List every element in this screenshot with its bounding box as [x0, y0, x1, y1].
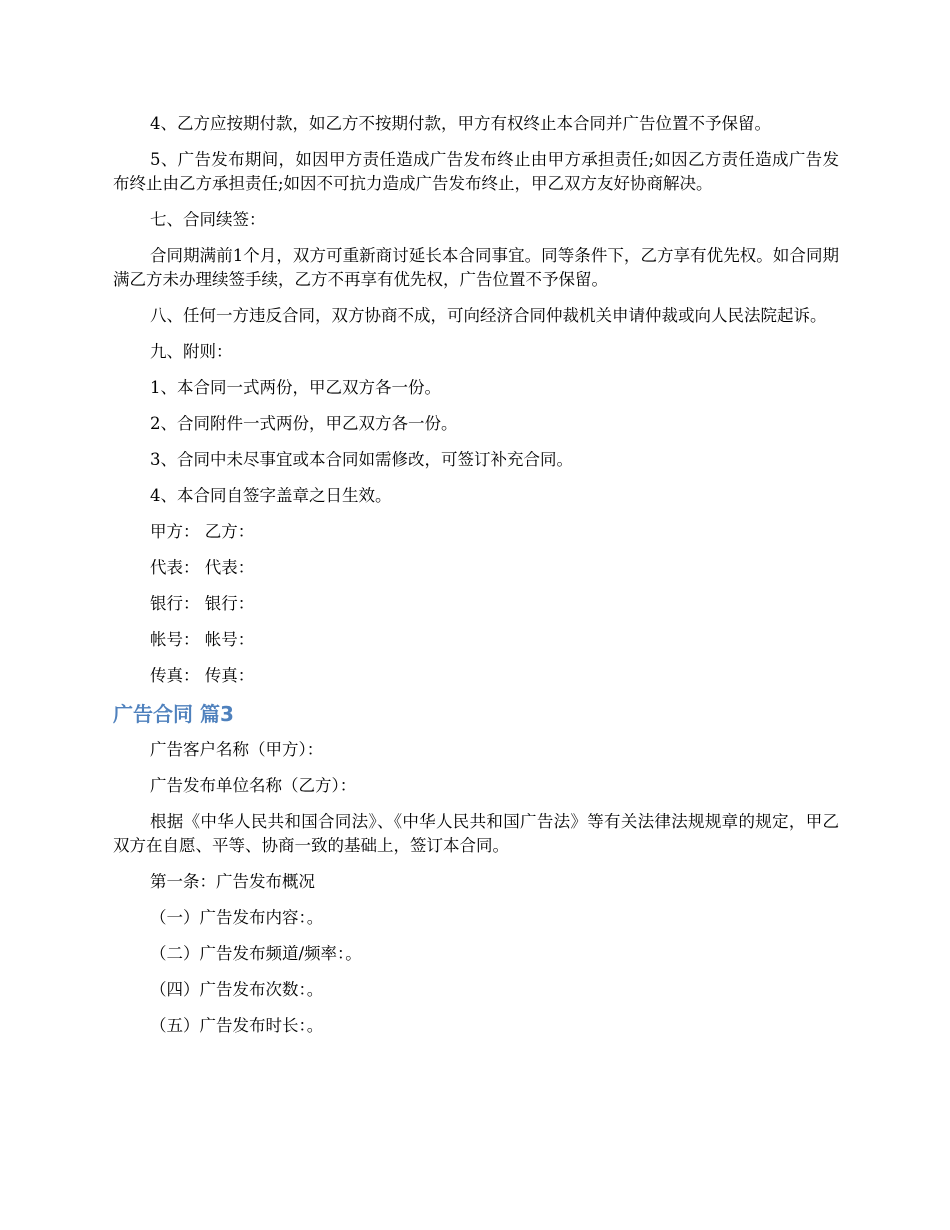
- signature-fax: 传真： 传真：: [150, 666, 255, 685]
- section-heading: 广告合同 篇3: [113, 702, 234, 726]
- article-one-item-2: （二）广告发布频道/频率：。: [150, 944, 362, 963]
- article-one-item-1: （一）广告发布内容：。: [150, 908, 324, 927]
- clause-dispute: 八、任何一方违反合同，双方协商不成，可向经济合同仲裁机关申请仲裁或向人民法院起诉。: [150, 306, 827, 325]
- clause-termination-liability: 5、广告发布期间，如因甲方责任造成广告发布终止由甲方承担责任;如因乙方责任造成广告发布终止由乙方承担责任;如因不可抗力造成广告发布终止，甲乙双方友好协商解决。: [113, 150, 839, 193]
- signature-account: 帐号： 帐号：: [150, 630, 255, 649]
- appendix-item-1: 1、本合同一式两份，甲乙双方各一份。: [150, 378, 441, 397]
- section-appendix-title: 九、附则：: [150, 342, 233, 361]
- publisher-name-line: 广告发布单位名称（乙方）：: [150, 776, 357, 795]
- signature-party: 甲方： 乙方：: [150, 522, 255, 541]
- appendix-item-2: 2、合同附件一式两份，甲乙双方各一份。: [150, 414, 458, 433]
- document-page: [113, 112, 839, 1050]
- article-one-title: 第一条：广告发布概况: [150, 872, 315, 891]
- clause-renewal: 合同期满前1个月，双方可重新商讨延长本合同事宜。同等条件下，乙方享有优先权。如合同期满乙方未办理续签手续，乙方不再享有优先权，广告位置不予保留。: [113, 246, 839, 289]
- article-one-item-5: （五）广告发布时长：。: [150, 1016, 324, 1035]
- appendix-item-4: 4、本合同自签字盖章之日生效。: [150, 486, 392, 505]
- preamble: 根据《中华人民共和国合同法》、《中华人民共和国广告法》等有关法律法规规章的规定，甲乙双方在自愿、平等、协商一致的基础上，签订本合同。: [113, 812, 839, 855]
- appendix-item-3: 3、合同中未尽事宜或本合同如需修改，可签订补充合同。: [150, 450, 573, 469]
- article-one-item-4: （四）广告发布次数：。: [150, 980, 324, 999]
- signature-bank: 银行： 银行：: [150, 594, 255, 613]
- signature-representative: 代表： 代表：: [150, 558, 255, 577]
- section-renewal-title: 七、合同续签：: [150, 210, 266, 229]
- client-name-line: 广告客户名称（甲方）：: [150, 740, 324, 759]
- clause-payment: 4、乙方应按期付款，如乙方不按期付款，甲方有权终止本合同并广告位置不予保留。: [150, 114, 771, 133]
